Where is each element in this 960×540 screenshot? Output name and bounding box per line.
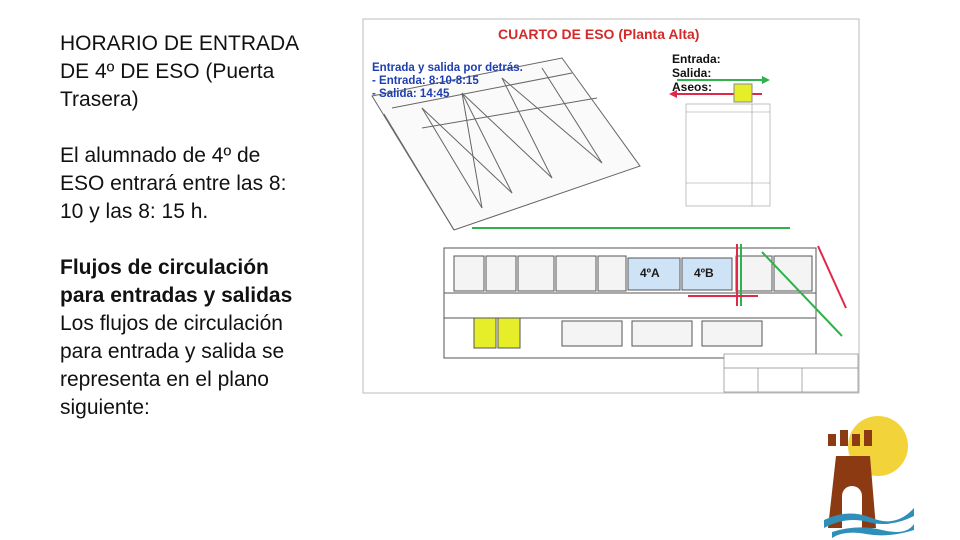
room-4b-label: 4ºB xyxy=(694,266,714,280)
entry-note-line2: - Entrada: 8:10-8:15 xyxy=(372,75,479,87)
floor-plan xyxy=(362,18,860,394)
entry-exit-note xyxy=(372,62,523,101)
school-logo xyxy=(818,408,914,538)
legend-aseos: Aseos: xyxy=(672,80,713,94)
room-4a-label: 4ºA xyxy=(640,266,660,280)
plan-legend xyxy=(672,52,721,94)
entry-time-text: El alumnado de 4º de ESO entrará entre las 8: 10 y las 8: 15 h. xyxy=(60,144,287,223)
left-text-panel xyxy=(60,30,310,422)
legend-salida: Salida: xyxy=(672,66,712,80)
flow-description: Los flujos de circulación para entrada y salida se representa en el plano siguiente: xyxy=(60,312,285,419)
entry-note-line3: - Salida: 14:45 xyxy=(372,88,450,100)
flow-heading: Flujos de circulación para entradas y salidas xyxy=(60,256,293,307)
entry-note-line1: Entrada y salida por detrás. xyxy=(372,62,523,74)
main-building xyxy=(444,248,816,358)
schedule-title: HORARIO DE ENTRADA DE 4º DE ESO (Puerta Trasera) xyxy=(60,32,299,111)
surface-table xyxy=(686,104,770,206)
plan-title: CUARTO DE ESO (Planta Alta) xyxy=(498,26,700,42)
legend-entrada: Entrada: xyxy=(672,52,721,66)
legend-toilet-swatch xyxy=(734,84,752,102)
title-block xyxy=(724,354,858,392)
